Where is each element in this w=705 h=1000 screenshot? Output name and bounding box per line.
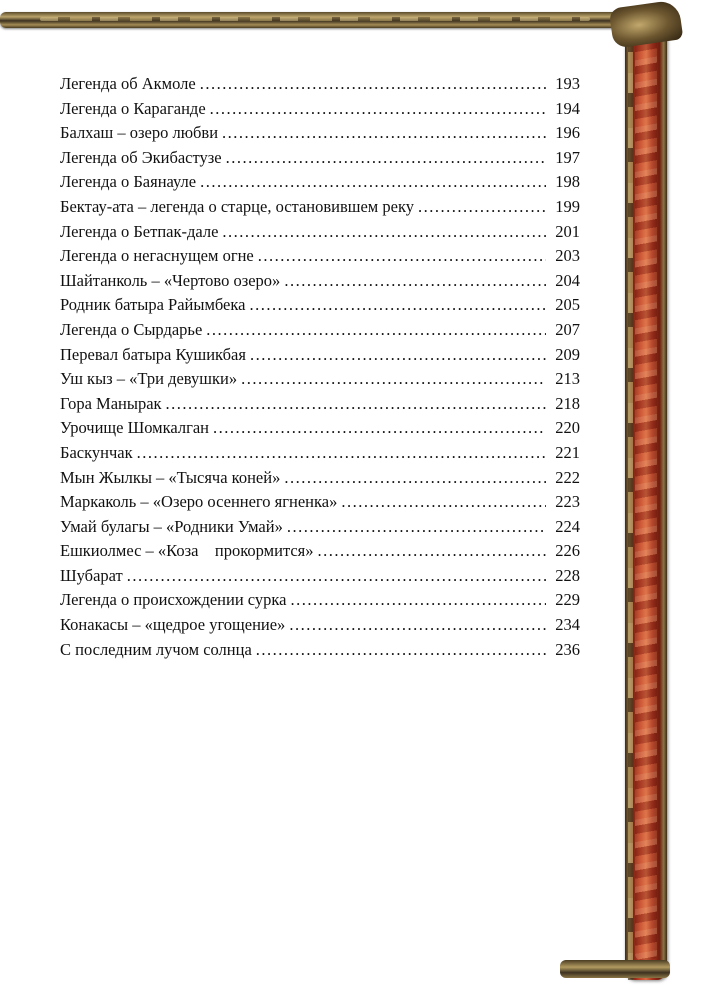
decorative-frame-top [0, 12, 650, 28]
toc-dot-leader [290, 588, 546, 613]
toc-entry[interactable] [60, 588, 580, 613]
toc-entry[interactable] [60, 416, 580, 441]
decorative-frame-right [625, 18, 667, 980]
toc-entry-page: 222 [555, 467, 580, 487]
toc-dot-leader [200, 72, 546, 97]
toc-entry-title: Уш кыз – «Три девушки» [60, 369, 238, 389]
toc-entry[interactable] [60, 539, 580, 564]
decorative-frame-corner [609, 0, 684, 49]
toc-entry-title: С последним лучом солнца [60, 639, 252, 659]
toc-entry-title: Легенда об Акмоле [60, 74, 196, 93]
toc-entry[interactable] [60, 97, 580, 122]
toc-dot-leader [284, 269, 546, 294]
toc-entry[interactable] [60, 490, 580, 515]
toc-entry-title: Шайтанколь – «Чертово озеро» [60, 270, 281, 290]
toc-dot-leader [222, 121, 546, 146]
toc-entry-page: 223 [555, 492, 580, 512]
toc-entry[interactable] [60, 293, 580, 318]
toc-entry[interactable] [60, 220, 580, 245]
toc-entry[interactable] [60, 269, 580, 294]
toc-entry-title: Балхаш – озеро любви [60, 123, 219, 143]
toc-entry-title: Ешкиолмес – «Коза прокормится» [60, 541, 314, 561]
toc-entry-page: 201 [555, 221, 580, 241]
toc-entry-page: 236 [555, 639, 580, 659]
toc-entry-page: 203 [555, 246, 580, 266]
toc-entry-page: 224 [555, 516, 580, 536]
toc-dot-leader [318, 539, 546, 564]
toc-entry-title: Легенда о Бетпак-дале [60, 221, 219, 241]
toc-entry-page: 199 [555, 196, 580, 216]
toc-entry[interactable] [60, 441, 580, 466]
toc-entry-page: 193 [555, 74, 580, 93]
toc-dot-leader [210, 97, 546, 122]
toc-dot-leader [250, 343, 546, 368]
toc-entry-page: 221 [555, 442, 580, 462]
toc-dot-leader [249, 293, 546, 318]
toc-entry[interactable] [60, 170, 580, 195]
toc-dot-leader [200, 170, 546, 195]
toc-entry-page: 220 [555, 418, 580, 438]
toc-entry[interactable] [60, 244, 580, 269]
toc-entry-page: 194 [555, 98, 580, 118]
toc-dot-leader [222, 220, 546, 245]
toc-entry-title: Конакасы – «щедрое угощение» [60, 615, 286, 635]
toc-entry-title: Шубарат [60, 565, 123, 585]
toc-dot-leader [213, 416, 546, 441]
toc-entry-page: 207 [555, 319, 580, 339]
toc-dot-leader [284, 466, 546, 491]
toc-entry-page: 209 [555, 344, 580, 364]
toc-entry[interactable] [60, 367, 580, 392]
toc-entry[interactable] [60, 564, 580, 589]
toc-entry-page: 196 [555, 123, 580, 143]
table-of-contents [60, 72, 580, 662]
toc-entry[interactable] [60, 515, 580, 540]
toc-entry-page: 205 [555, 295, 580, 315]
toc-entry-title: Легенда о Караганде [60, 98, 206, 118]
toc-entry-page: 197 [555, 147, 580, 167]
toc-dot-leader [287, 515, 546, 540]
toc-dot-leader [289, 613, 546, 638]
toc-dot-leader [127, 564, 546, 589]
toc-entry-page: 218 [555, 393, 580, 413]
toc-entry[interactable] [60, 466, 580, 491]
toc-entry-title: Легенда об Экибастузе [60, 147, 222, 167]
toc-entry-title: Легенда о негаснущем огне [60, 246, 254, 266]
toc-entry-title: Мын Жылкы – «Тысяча коней» [60, 467, 281, 487]
toc-dot-leader [226, 146, 546, 171]
toc-entry-title: Маркаколь – «Озеро осеннего ягненка» [60, 492, 338, 512]
toc-entry-title: Баскунчак [60, 442, 133, 462]
toc-entry[interactable] [60, 121, 580, 146]
toc-entry-title: Легенда о происхождении сурка [60, 590, 287, 610]
toc-entry-title: Легенда о Баянауле [60, 172, 197, 192]
toc-entry-page: 234 [555, 615, 580, 635]
toc-entry-title: Перевал батыра Кушикбая [60, 344, 246, 364]
toc-entry[interactable] [60, 392, 580, 417]
toc-entry-title: Бектау-ата – легенда о старце, остановившем реку [60, 196, 414, 216]
toc-entry[interactable] [60, 195, 580, 220]
toc-entry[interactable] [60, 72, 580, 97]
toc-entry-page: 228 [555, 565, 580, 585]
toc-entry[interactable] [60, 613, 580, 638]
toc-entry[interactable] [60, 343, 580, 368]
toc-entry[interactable] [60, 318, 580, 343]
toc-entry-title: Родник батыра Райымбека [60, 295, 246, 315]
toc-entry-title: Легенда о Сырдарье [60, 319, 203, 339]
toc-entry-page: 229 [555, 590, 580, 610]
toc-dot-leader [206, 318, 546, 343]
toc-dot-leader [166, 392, 546, 417]
toc-entry-page: 213 [555, 369, 580, 389]
toc-dot-leader [137, 441, 546, 466]
toc-entry-title: Умай булагы – «Родники Умай» [60, 516, 283, 536]
toc-entry[interactable] [60, 146, 580, 171]
toc-entry[interactable] [60, 638, 580, 663]
toc-dot-leader [258, 244, 546, 269]
toc-entry-page: 204 [555, 270, 580, 290]
toc-dot-leader [241, 367, 546, 392]
toc-dot-leader [341, 490, 546, 515]
toc-entry-page: 226 [555, 541, 580, 561]
decorative-frame-bottom [560, 960, 670, 978]
toc-entry-title: Гора Манырак [60, 393, 162, 413]
toc-dot-leader [418, 195, 546, 220]
toc-entry-page: 198 [555, 172, 580, 192]
toc-entry-title: Урочище Шомкалган [60, 418, 209, 438]
toc-dot-leader [256, 638, 546, 663]
